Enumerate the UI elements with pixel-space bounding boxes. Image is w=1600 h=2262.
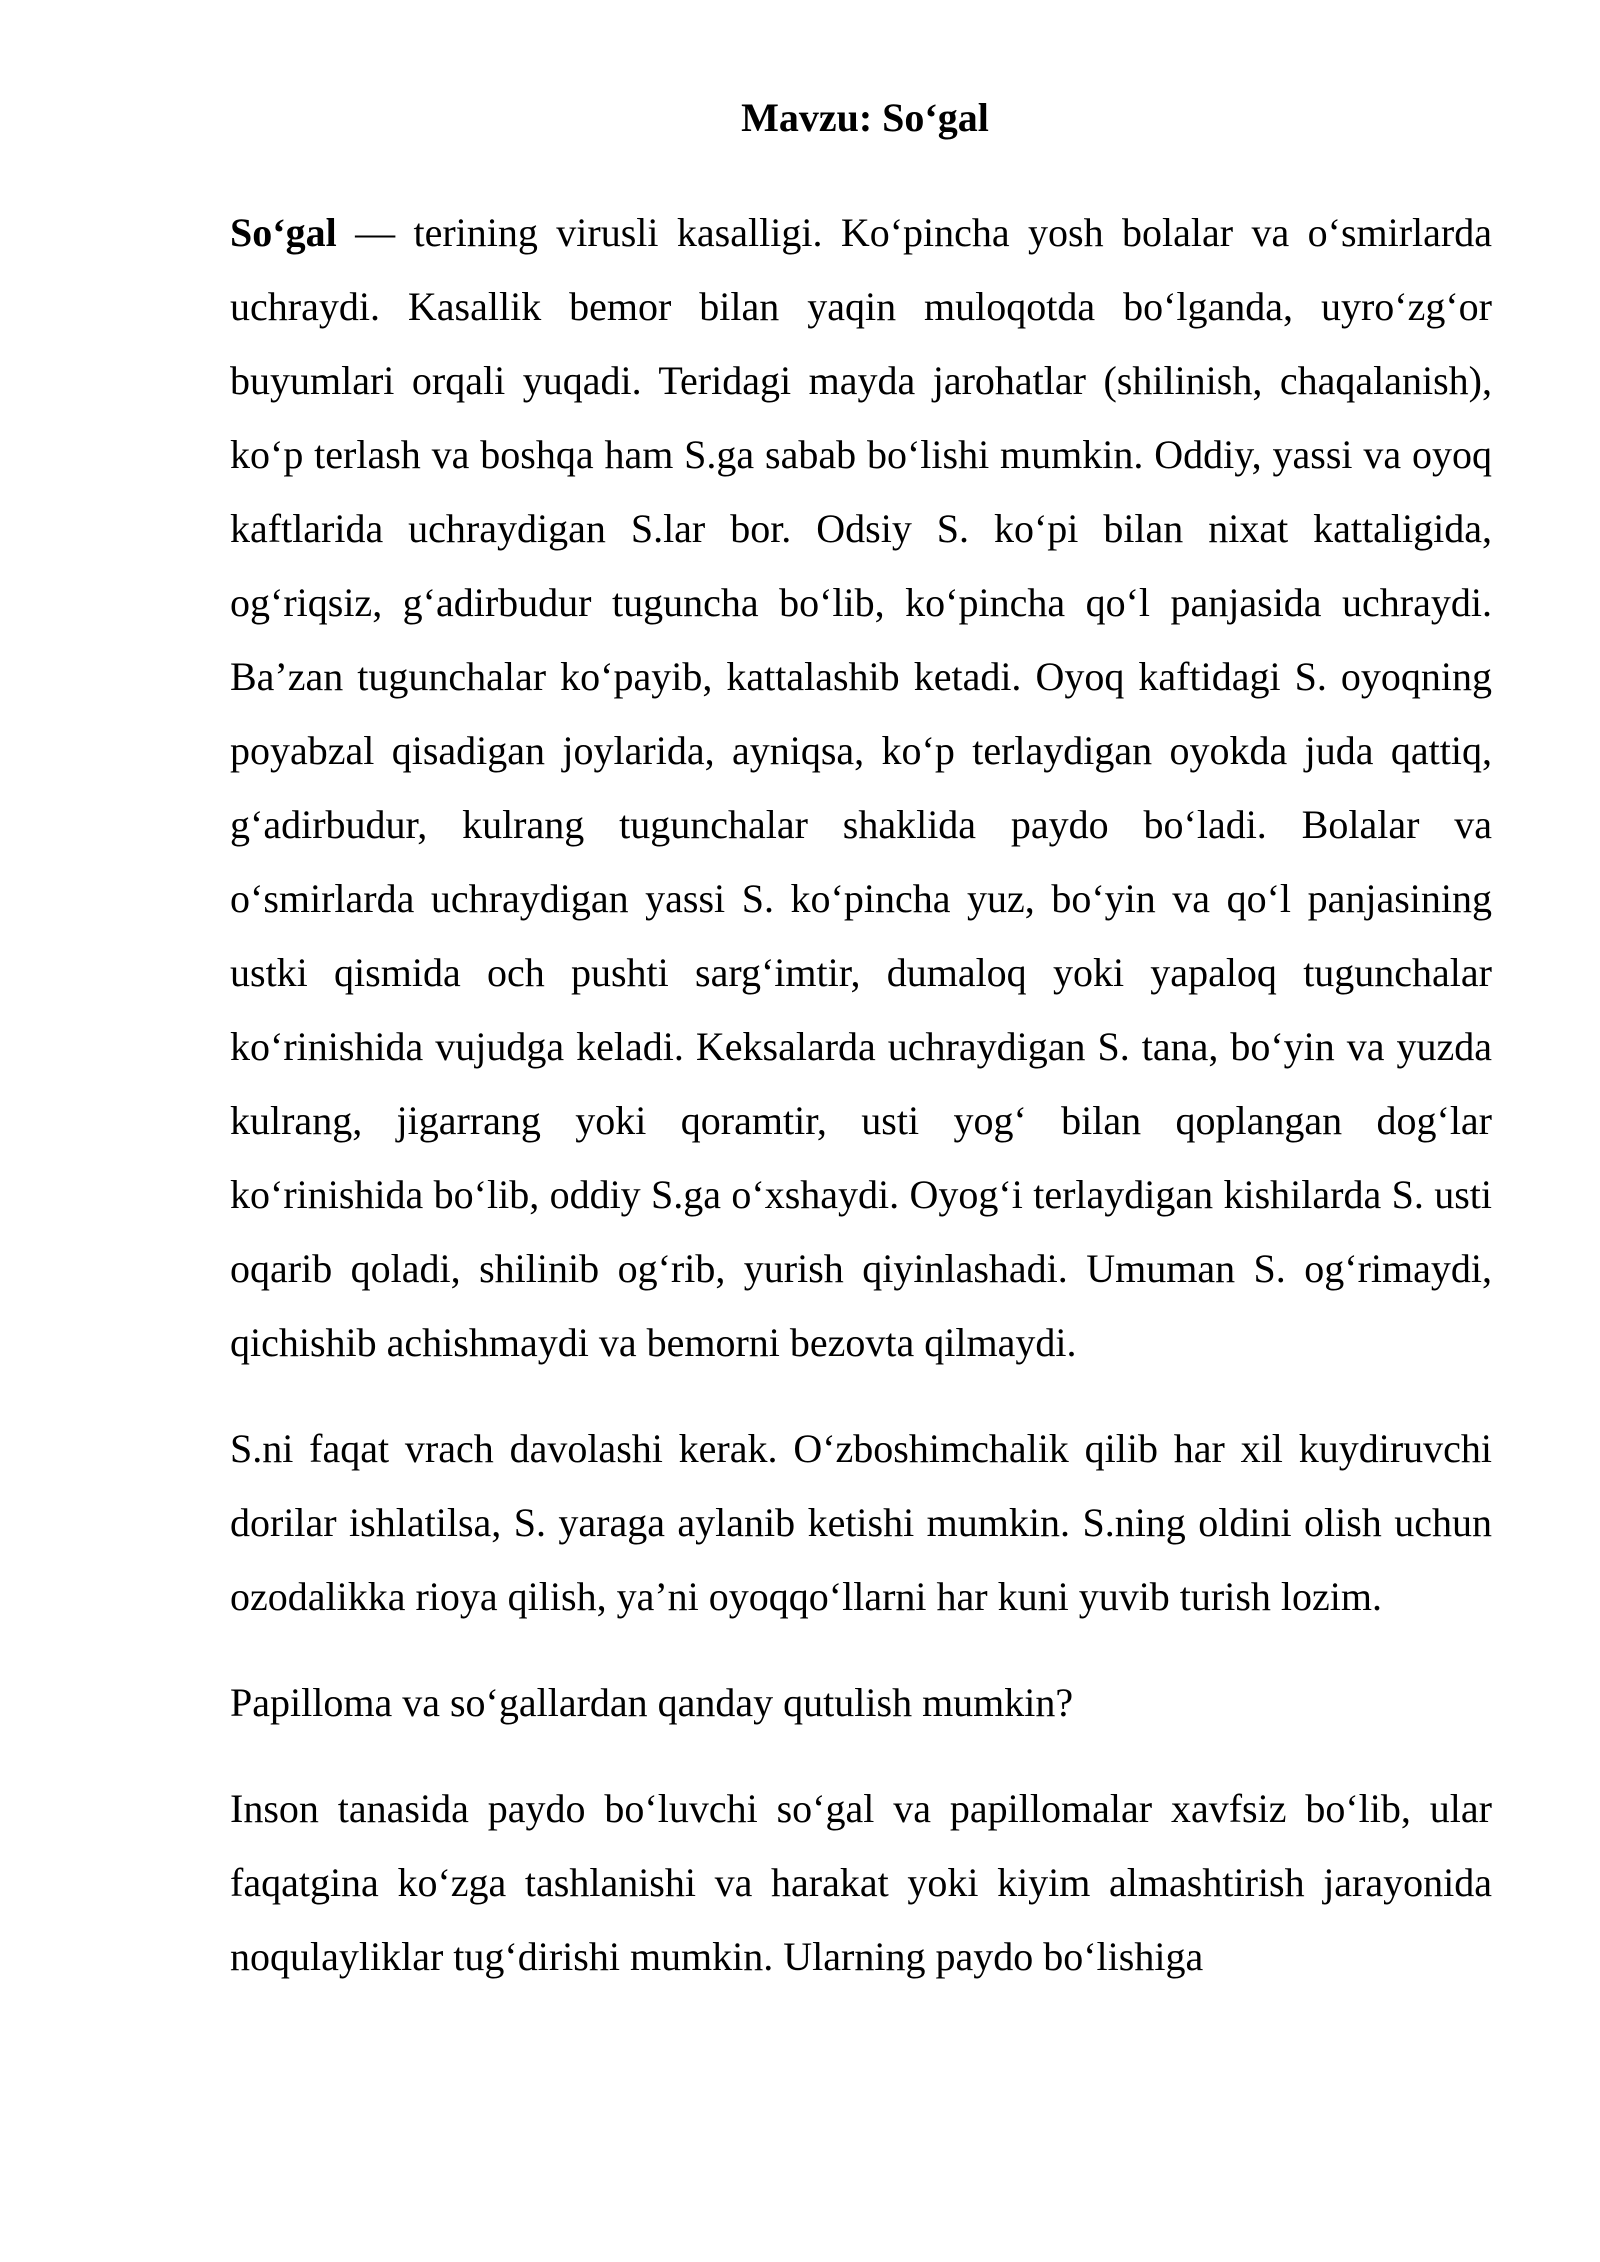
paragraph-question: Papilloma va so‘gallardan qanday qutulish mumkin? (230, 1680, 1074, 1725)
paragraph-definition (230, 196, 1492, 1380)
page-title: Mavzu: So‘gal (741, 95, 989, 140)
term-bold: So‘gal (230, 210, 337, 255)
document-body (230, 196, 1492, 1994)
paragraph-papilloma: Inson tanasida paydo bo‘luvchi so‘gal va papillomalar xavfsiz bo‘lib, ular faqatgina ko‘zga tashlanishi va harakat yoki kiyim almashtirish jarayonida noqulayliklar tug‘dirishi mumkin. Ularning paydo bo‘lishiga (230, 1786, 1492, 1979)
paragraph-text: — terining virusli kasalligi. Ko‘pincha yosh bolalar va o‘smirlarda uchraydi. Kasallik bemor bilan yaqin muloqotda bo‘lganda, uyro‘zg‘or buyumlari orqali yuqadi. Teridagi mayda jarohatlar (shilinish, chaqalanish), ko‘p terlash va boshqa ham S.ga sabab bo‘lishi mumkin. Oddiy, yassi va oyoq kaftlarida uchraydigan S.lar bor. Odsiy S. ko‘pi bilan nixat kattaligida, og‘riqsiz, g‘adirbudur tuguncha bo‘lib, ko‘pincha qo‘l panjasida uchraydi. Ba’zan tugunchalar ko‘payib, kattalashib ketadi. Oyoq kaftidagi S. oyoqning poyabzal qisadigan joylarida, ayniqsa, ko‘p terlaydigan oyokda juda qattiq, g‘adirbudur, kulrang tugunchalar shaklida paydo bo‘ladi. Bolalar va o‘smirlarda uchraydigan yassi S. ko‘pincha yuz, bo‘yin va qo‘l panjasining ustki qismida och pushti sarg‘imtir, dumaloq yoki yapaloq tugunchalar ko‘rinishida vujudga keladi. Keksalarda uchraydigan S. tana, bo‘yin va yuzda kulrang, jigarrang yoki qoramtir, usti yog‘ bilan qoplangan dog‘lar ko‘rinishida bo‘lib, oddiy S.ga o‘xshaydi. Oyog‘i terlaydigan kishilarda S. usti oqarib qoladi, shilinib og‘rib, yurish qiyinlashadi. Umuman S. og‘rimaydi, qichishib achishmaydi va bemorni bezovta qilmaydi. (230, 210, 1492, 1365)
paragraph-treatment: S.ni faqat vrach davolashi kerak. O‘zboshimchalik qilib har xil kuydiruvchi dorilar ishlatilsa, S. yaraga aylanib ketishi mumkin. S.ning oldini olish uchun ozodalikka rioya qilish, ya’ni oyoqqo‘llarni har kuni yuvib turish lozim. (230, 1426, 1492, 1619)
